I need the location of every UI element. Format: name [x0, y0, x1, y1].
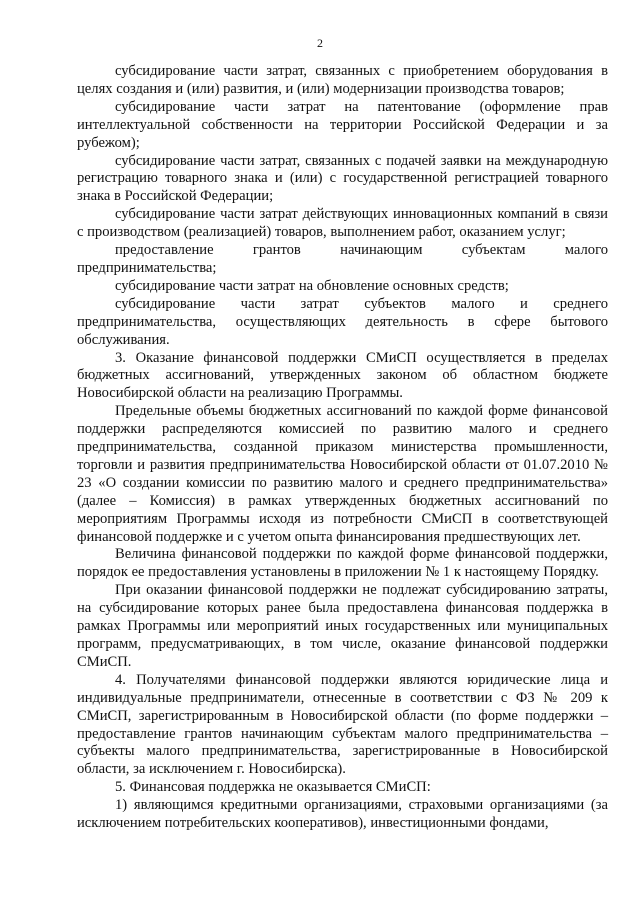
paragraph-budget-limits: Предельные объемы бюджетных ассигнований по каждой форме финансовой поддержки распределяются комиссией по развитию малого и среднего предпринимательства, созданной приказом министерства промышленности, торговли и развития предпринимательства Новосибирской области от 01.07.2010 № 23 «О создании комиссии по развитию малого и среднего предпринимательства» (далее – Комиссия) в рамках утвержденных бюджетных ассигнований по мероприятиям Программы исходя из потребности СМиСП в соответствующей финансовой поддержке и с учетом опыта финансирования предшествующих лет.	[77, 403, 608, 545]
paragraph-patent-subsidy: субсидирование части затрат на патентование (оформление прав интеллектуальной собственности на территории Российской Федерации и за рубежом);	[77, 98, 608, 151]
paragraph-equipment-subsidy: субсидирование части затрат, связанных с приобретением оборудования в целях создания и (или) развития, и (или) модернизации производства товаров;	[77, 63, 608, 97]
paragraph-household-services-subsidy: субсидирование части затрат субъектов малого и среднего предпринимательства, осуществляющих деятельность в сфере бытового обслуживания.	[77, 295, 608, 348]
paragraph-startup-grants: предоставление грантов начинающим субъектам малого предпринимательства;	[77, 242, 608, 276]
paragraph-no-double-subsidy: При оказании финансовой поддержки не подлежат субсидированию затраты, на субсидирование которых ранее была предоставлена финансовая поддержка в рамках Программы или мероприятий иных государственных или муниципальных программ, предусматривающих, в том числе, оказание финансовой поддержки СМиСП.	[77, 582, 608, 670]
paragraph-innovation-subsidy: субсидирование части затрат действующих инновационных компаний в связи с производством (реализацией) товаров, выполнением работ, оказанием услуг;	[77, 206, 608, 241]
paragraph-section-3: 3. Оказание финансовой поддержки СМиСП осуществляется в пределах бюджетных ассигнований, утвержденных законом об областном бюджете Новосибирской области на реализацию Программы.	[77, 349, 608, 402]
paragraph-support-amount: Величина финансовой поддержки по каждой форме финансовой поддержки, порядок ее предоставления установлены в приложении № 1 к настоящему Порядку.	[77, 546, 608, 581]
page-number: 2	[317, 36, 323, 50]
paragraph-exclusion-1: 1) являющимся кредитными организациями, страховыми организациями (за исключением потребительских кооперативов), инвестиционными фондами,	[77, 797, 608, 832]
paragraph-fixed-assets-subsidy: субсидирование части затрат на обновление основных средств;	[115, 277, 509, 294]
paragraph-section-5: 5. Финансовая поддержка не оказывается СМиСП:	[115, 779, 431, 796]
paragraph-trademark-subsidy: субсидирование части затрат, связанных с подачей заявки на международную регистрацию товарного знака и (или) с государственной регистрацией товарного знака в Российской Федерации;	[77, 152, 608, 205]
document-body	[77, 63, 608, 833]
paragraph-section-4: 4. Получателями финансовой поддержки являются юридические лица и индивидуальные предприниматели, отнесенные в соответствии с ФЗ № 209 к СМиСП, зарегистрированным в Новосибирской области (по форме поддержки – предоставление грантов начинающим субъектам малого предпринимательства – субъекты малого предпринимательства, зарегистрированные в Новосибирской области, за исключением г. Новосибирска).	[77, 671, 608, 778]
